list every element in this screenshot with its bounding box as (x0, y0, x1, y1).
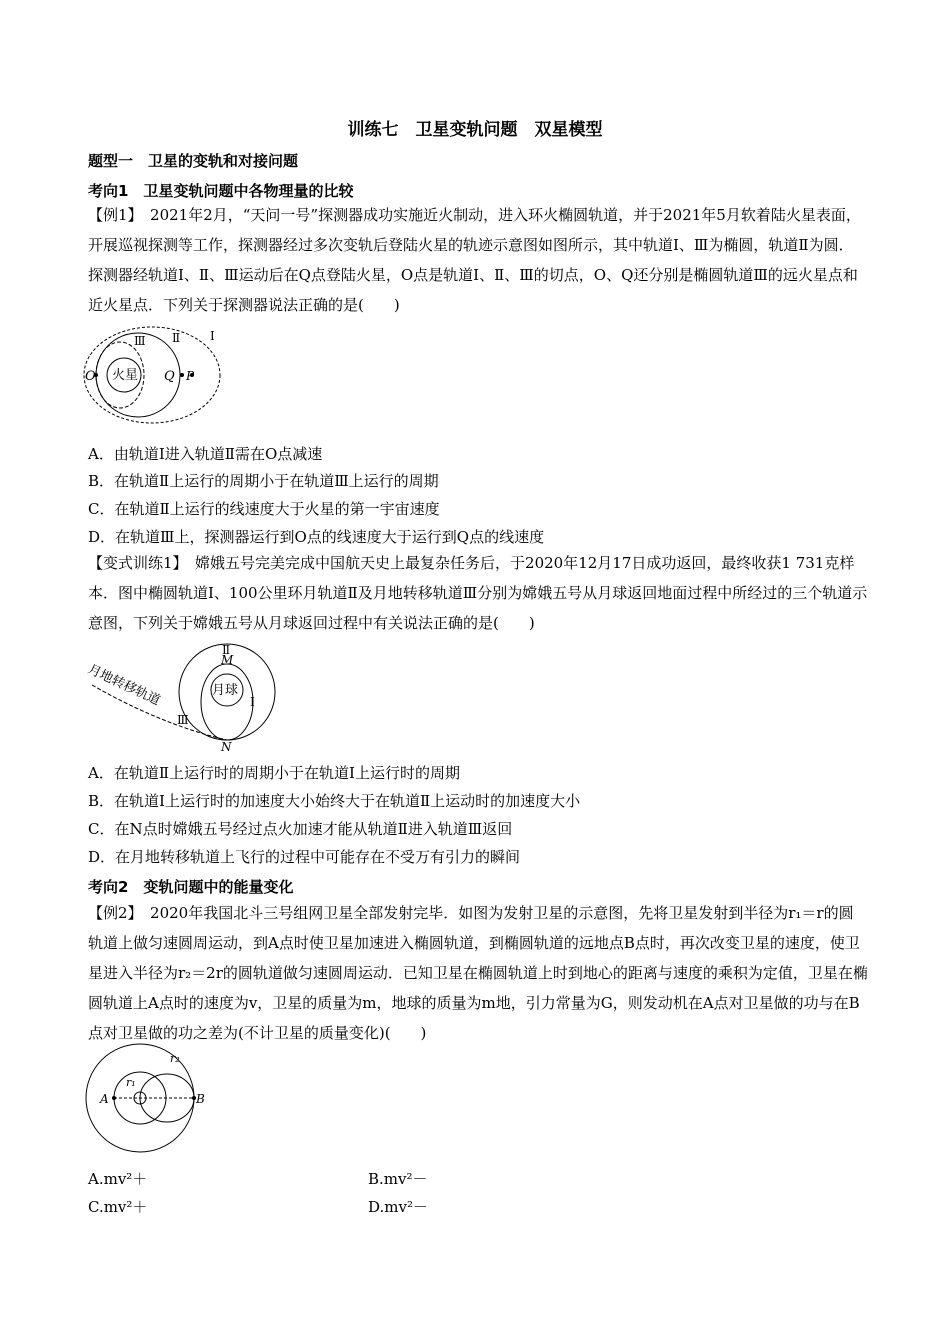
svg-text:N: N (221, 740, 232, 754)
ex2-option-b[interactable]: B.mv²－ (368, 1170, 428, 1188)
example-2-text: 【例2】 2020年我国北斗三号组网卫星全部发射完毕．如图为发射卫星的示意图，先将卫星发射到半径为r₁＝r的圆轨道上做匀速圆周运动，到A点时使卫星加速进入椭圆轨道，到椭圆轨道的远地点B点时，再次改变卫星的速度，使卫星进入半径为r₂＝2r的圆轨道做匀速圆周运动．已知卫星在椭圆轨道上时到地心的距离与速度的乘积为定值，卫星在椭圆轨道上A点时的速度为v，卫星的质量为m，地球的质量为m地，引力常量为G，则发动机在A点对卫星做的功与在B点对卫星做的功之差为(不计卫星的质量变化)( ) (88, 904, 868, 1042)
svg-text:月地转移轨道: 月地转移轨道 (85, 662, 163, 709)
svg-text:r₁: r₁ (126, 1076, 136, 1089)
ex1-option-d[interactable]: D．在轨道Ⅲ上，探测器运行到O点的线速度大于运行到Q点的线速度 (88, 528, 545, 546)
ex2-option-d[interactable]: D.mv²－ (368, 1198, 428, 1216)
svg-text:r₂: r₂ (170, 1052, 180, 1065)
example-1-text: 【例1】 2021年2月，“天问一号”探测器成功实施近火制动，进入环火椭圆轨道，并于2021年5月软着陆火星表面，开展巡视探测等工作，探测器经过多次变轨后登陆火星的轨迹示意图如图所示，其中轨道Ⅰ、Ⅲ为椭圆，轨道Ⅱ为圆．探测器经轨道Ⅰ、Ⅱ、Ⅲ运动后在Q点登陆火星，O点是轨道Ⅰ、Ⅱ、Ⅲ的切点，O、Q还分别是椭圆轨道Ⅲ的远火星点和近火星点．下列关于探测器说法正确的是( ) (88, 206, 861, 314)
var1-option-a[interactable]: A．在轨道Ⅱ上运行时的周期小于在轨道Ⅰ上运行时的周期 (88, 764, 460, 782)
variant-1-text: 【变式训练1】 嫦娥五号完美完成中国航天史上最复杂任务后，于2020年12月17日成功返回，最终收获1 731克样本．图中椭圆轨道Ⅰ、100公里环月轨道Ⅱ及月地转移轨道Ⅲ分别为嫦娥五号从月球返回地面过程中所经过的三个轨道示意图，下列关于嫦娥五号从月球返回过程中有关说法正确的是( ) (88, 554, 868, 632)
ex1-option-a[interactable]: A．由轨道Ⅰ进入轨道Ⅱ需在O点减速 (88, 445, 323, 463)
svg-text:P: P (186, 369, 195, 383)
ex1-option-c[interactable]: C．在轨道Ⅱ上运行的线速度大于火星的第一宇宙速度 (88, 500, 440, 518)
svg-text:Ⅱ: Ⅱ (222, 643, 231, 657)
var1-option-d[interactable]: D．在月地转移轨道上飞行的过程中可能存在不受万有引力的瞬间 (88, 848, 521, 866)
svg-text:Ⅲ: Ⅲ (177, 713, 189, 727)
svg-text:Ⅰ: Ⅰ (210, 329, 215, 343)
ex2-option-c[interactable]: C.mv²＋ (88, 1198, 148, 1216)
page-title: 训练七 卫星变轨问题 双星模型 (347, 120, 603, 140)
moon-orbit-figure (82, 640, 282, 755)
svg-text:A: A (100, 1092, 109, 1106)
topic-heading-2: 考向2 变轨问题中的能量变化 (88, 878, 294, 896)
topic-heading-1: 考向1 卫星变轨问题中各物理量的比较 (88, 182, 354, 200)
ex1-option-b[interactable]: B．在轨道Ⅱ上运行的周期小于在轨道Ⅲ上运行的周期 (88, 472, 439, 490)
svg-text:月球: 月球 (212, 683, 239, 698)
svg-text:B: B (196, 1092, 205, 1106)
satellite-orbit-figure (84, 1040, 214, 1160)
svg-text:Ⅱ: Ⅱ (172, 331, 181, 345)
svg-text:Q: Q (164, 369, 175, 384)
svg-text:Ⅰ: Ⅰ (250, 695, 255, 709)
ex2-option-a[interactable]: A.mv²＋ (88, 1170, 148, 1188)
var1-option-b[interactable]: B．在轨道Ⅰ上运行时的加速度大小始终大于在轨道Ⅱ上运动时的加速度大小 (88, 792, 581, 810)
svg-text:M: M (221, 653, 234, 667)
mars-label: 火星 (112, 368, 139, 383)
mars-orbit-figure (82, 320, 227, 430)
var1-option-c[interactable]: C．在N点时嫦娥五号经过点火加速才能从轨道Ⅱ进入轨道Ⅲ返回 (88, 820, 513, 838)
svg-text:O: O (85, 369, 96, 384)
svg-text:Ⅲ: Ⅲ (134, 334, 146, 348)
section-heading: 题型一 卫星的变轨和对接问题 (88, 152, 299, 170)
